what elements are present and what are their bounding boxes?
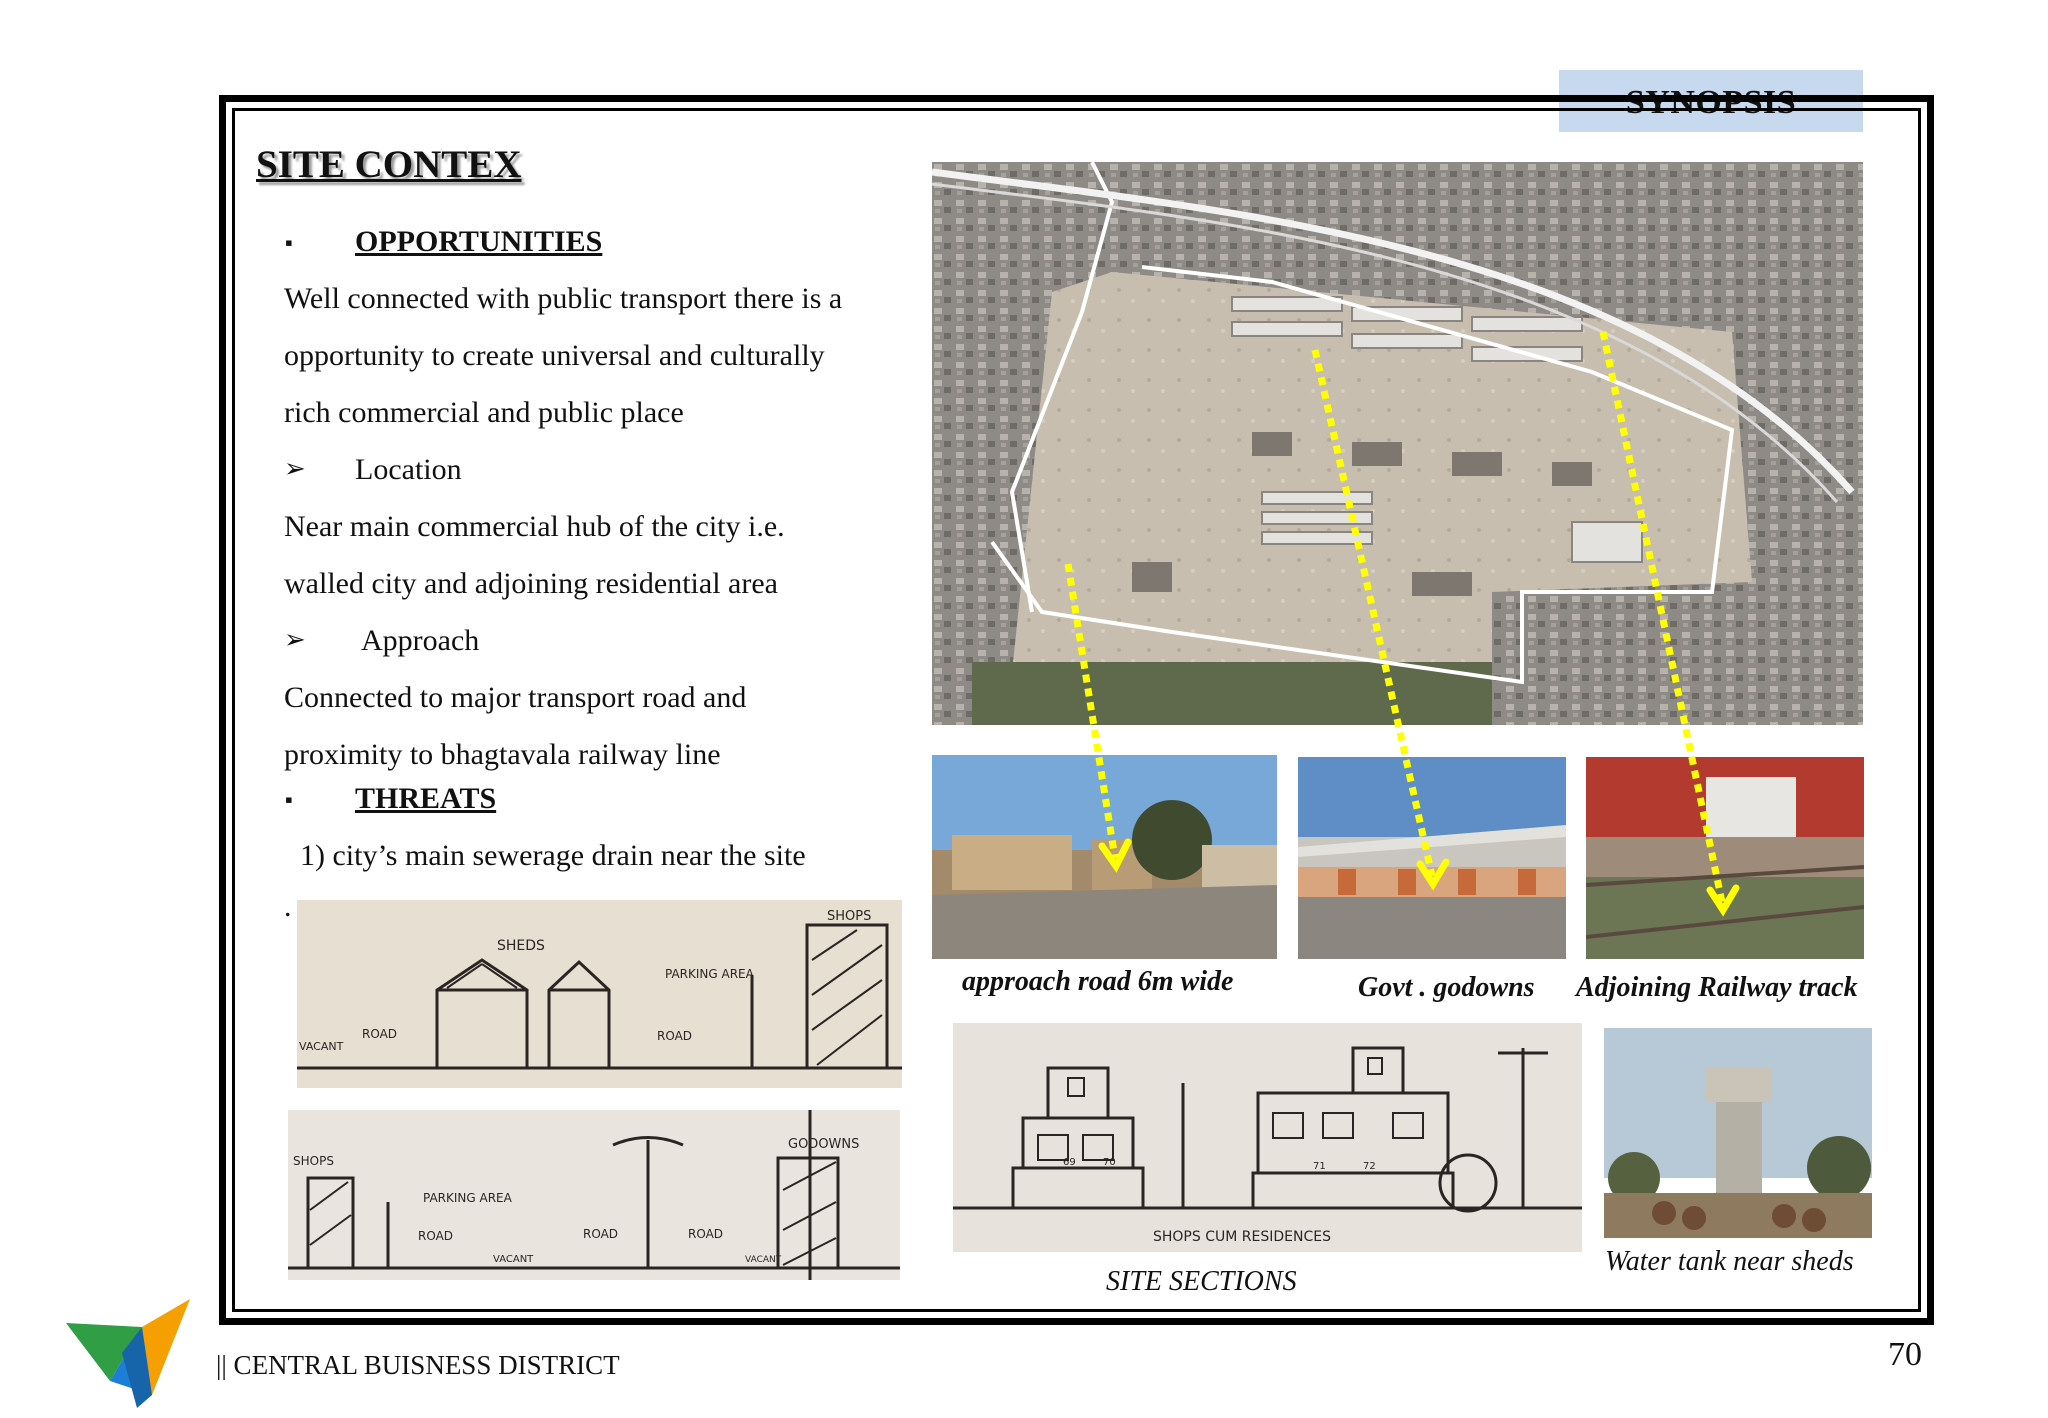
sketch-label: 69 [1063,1157,1076,1168]
sketch-label: 72 [1363,1161,1376,1172]
sketch-label: ROAD [583,1227,619,1241]
shops-residences-sketch [953,1023,1582,1252]
text-line: . [284,890,292,923]
sheds-section-sketch [297,900,902,1088]
text-line: rich commercial and public place [284,396,684,429]
page-title: SITE CONTEX [256,143,522,186]
bullet-icon: ▪ [285,787,293,812]
sketch-label: SHOPS [827,909,872,924]
water-tank-photo [1604,1028,1872,1238]
text-line: proximity to bhagtavala railway line [284,738,721,771]
sketch-label: VACANT [493,1254,534,1265]
sketch-label: SHEDS [497,938,545,954]
sketch-label: ROAD [657,1029,693,1043]
bullet-icon: ▪ [285,230,293,255]
govt-godowns-caption: Govt . godowns [1358,972,1535,1003]
page-number: 70 [1888,1336,1922,1373]
railway-track-caption: Adjoining Railway track [1576,972,1858,1003]
sketch-label: 71 [1313,1161,1326,1172]
sketch-label: SHOPS [293,1154,334,1168]
site-sections-caption: SITE SECTIONS [1106,1266,1297,1297]
text-line: Connected to major transport road and [284,681,747,714]
text-line: Well connected with public transport there is a [284,282,843,315]
opportunities-title: OPPORTUNITIES [355,225,603,258]
sketch-label: ROAD [362,1027,398,1041]
sketch-label: 70 [1103,1157,1116,1168]
footer-text: || CENTRAL BUISNESS DISTRICT [216,1350,620,1380]
sketch-label: VACANT [299,1040,344,1053]
water-tank-caption: Water tank near sheds [1605,1246,1854,1277]
sketch-label: VACANT [745,1255,782,1265]
sketch-label: PARKING AREA [423,1191,512,1205]
approach-road-caption: approach road 6m wide [962,966,1234,997]
threats-title: THREATS [355,782,497,815]
arrow-bullet-icon: ➢ [284,625,306,654]
arrow-bullet-icon: ➢ [284,454,306,483]
location-title: Location [355,453,462,486]
sketch-label: GODOWNS [788,1137,860,1152]
sketch-label: ROAD [418,1229,454,1243]
text-line: 1) city’s main sewerage drain near the site [300,839,806,872]
sketch-label: SHOPS CUM RESIDENCES [1153,1229,1331,1245]
godowns-section-sketch [288,1110,900,1280]
approach-title: Approach [361,624,480,657]
text-line: walled city and adjoining residential area [284,567,778,600]
text-line: opportunity to create universal and culturally [284,339,825,372]
logo-icon [62,1283,202,1413]
text-line: Near main commercial hub of the city i.e. [284,510,785,543]
sketch-label: ROAD [688,1227,724,1241]
synopsis-tag: SYNOPSIS [1559,70,1863,132]
sketch-label: PARKING AREA [665,967,754,981]
